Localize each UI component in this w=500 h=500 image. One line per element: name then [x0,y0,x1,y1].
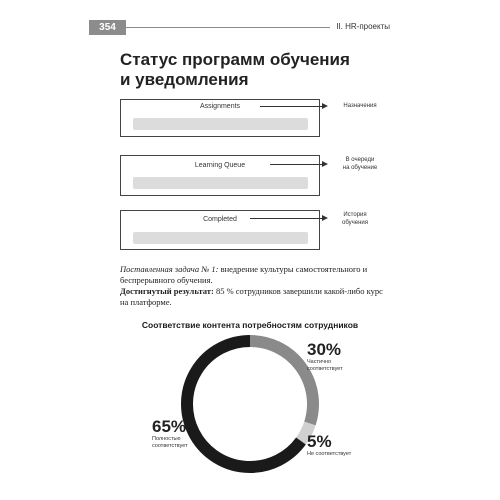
slice-full [187,341,301,467]
donut-chart [180,334,320,474]
learning-queue-side-label: В очереди на обучение [342,157,378,171]
page-title-line-1: Статус программ обучения [120,50,350,69]
assignments-label: Assignments [199,103,241,110]
completed-panel [120,210,320,250]
slice-partial [250,341,313,423]
task-paragraph [120,264,385,286]
learning-queue-placeholder-bar [133,177,308,189]
completed-label: Completed [203,216,237,223]
task-lead: Поставленная задача № 1: [120,264,219,274]
slice-value-full: 65% [152,417,187,436]
completed-side-label: История обучения [341,212,369,226]
chart-title: Соответствие контента потребностям сотрудников [141,320,359,330]
slice-value-none: 5% [307,432,332,451]
completed-placeholder-bar [133,232,308,244]
learning-queue-arrow-line [270,164,322,165]
slice-value-partial: 30% [307,340,342,359]
slice-name-none: Не соответствует [307,451,352,457]
completed-arrow-line [250,218,322,219]
assignments-placeholder-bar [133,118,308,130]
result-text: 85 % сотрудников завершили какой-либо курс на платформе. [120,286,383,307]
assignments-arrow-icon [322,103,328,109]
section-title: II. HR-проекты [330,20,390,34]
assignments-panel [120,99,320,137]
assignments-side-label: Назначения [343,103,377,109]
learning-queue-panel [120,155,320,196]
slice-label-partial [307,341,357,373]
slice-name-partial: Частично соответствует [307,359,343,372]
page-title-line-2: и уведомления [120,70,249,89]
result-lead: Достигнутый результат: [120,286,214,296]
slice-name-full: Полностью соответствует [152,436,188,449]
page-number: 354 [89,20,126,35]
slice-label-none [307,433,367,458]
assignments-arrow-line [260,106,322,107]
learning-queue-label: Learning Queue [194,162,246,169]
slice-label-full [152,418,197,450]
result-paragraph [120,286,385,308]
learning-queue-arrow-icon [322,161,328,167]
task-text: внедрение культуры самостоятельного и беспрерывного обучения. [120,264,368,285]
page-title [120,50,350,90]
